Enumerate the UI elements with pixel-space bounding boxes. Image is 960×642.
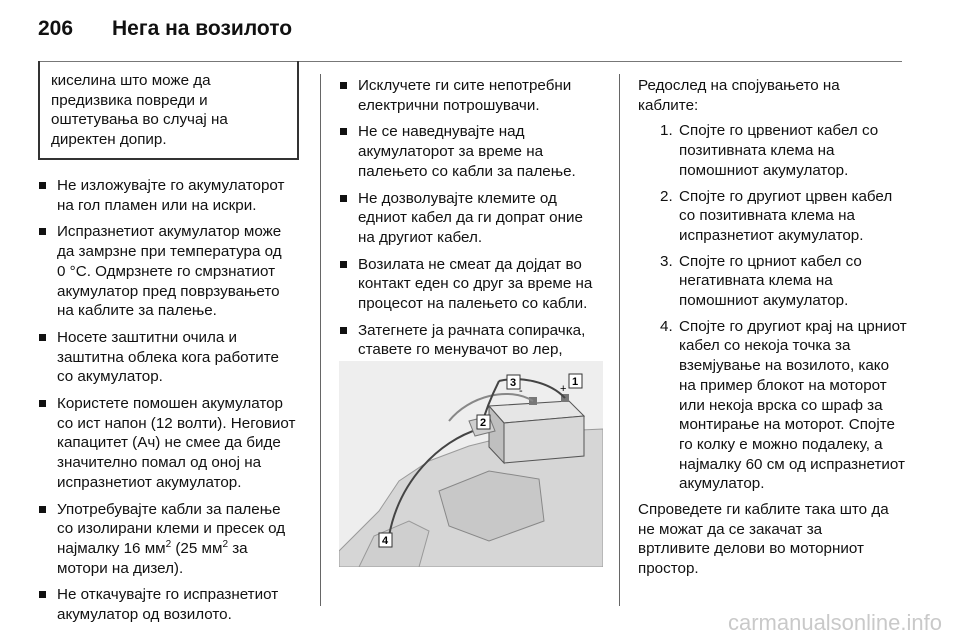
list-item-text: кабел со некоја точка за	[679, 337, 851, 355]
list-item-text: помошниот акумулатор.	[679, 161, 849, 179]
engine-bay-drawing	[339, 361, 603, 567]
warning-line: директен допир.	[51, 131, 167, 149]
list-item-text: Не се наведнувајте над	[358, 123, 525, 141]
list-item-text: Носете заштитни очила и	[57, 328, 238, 346]
warning-line: оштетувања во случај на	[51, 111, 228, 129]
bullet-square-icon	[39, 400, 46, 407]
paragraph-line: не можат да се закачат за	[638, 520, 823, 538]
list-item-text: значително помал од оној на	[57, 454, 262, 472]
list-item-text: Возилата не смеат да дојдат во	[358, 255, 582, 273]
paragraph-line: Спроведете ги каблите така што да	[638, 501, 889, 519]
list-item-text: акумулатор од возилото.	[57, 606, 232, 624]
column-divider-1	[320, 74, 321, 606]
text-fragment: за	[228, 539, 248, 557]
list-item-text: акумулатор пред поврзувањето	[57, 282, 280, 300]
list-item-text: палењето со кабли за палење.	[358, 162, 576, 180]
column-3	[638, 76, 908, 579]
list-item-text: со позитивната клема на	[679, 207, 855, 225]
list-item-text: најмалку 60 см од испразнетиот	[679, 455, 905, 473]
bullet-square-icon	[340, 327, 347, 334]
list-item	[339, 189, 609, 248]
list-item	[38, 585, 308, 624]
list-item-text: вземјување на возилото, како	[679, 357, 890, 375]
figure-callout-4: 4	[381, 535, 389, 547]
safety-bullet-list	[38, 176, 308, 625]
list-item-text: позитивната клема на	[679, 142, 835, 160]
list-item-text: Не изложувајте го акумулаторот	[57, 177, 285, 194]
list-item-text: монтирање на моторот. Спојте	[679, 416, 895, 434]
bullet-square-icon	[39, 591, 46, 598]
page-header	[0, 0, 960, 50]
figure-callout-3: 3	[509, 377, 517, 389]
list-item-text: Употребувајте кабли за палење	[57, 500, 281, 518]
list-item-text: со ист напон (12 волти). Неговиот	[57, 414, 296, 432]
list-item-text: Спојте го црниот кабел со	[679, 252, 862, 270]
list-item-text: Исклучете ги сите непотребни	[358, 77, 572, 94]
list-item-text: Спојте го црвениот кабел со	[679, 122, 879, 140]
list-item-text: помошниот акумулатор.	[679, 292, 849, 310]
warning-line: предизвика повреди и	[51, 91, 208, 109]
page-title: Нега на возилото	[112, 17, 293, 40]
list-item-text: акумулаторот за време на	[358, 143, 544, 161]
list-item-text: ставете го менувачот во лер,	[358, 341, 563, 359]
list-item-text: Затегнете ја рачната сопирачка,	[358, 321, 586, 339]
list-item-text: или некоја врска со шраф за	[679, 396, 883, 414]
bullet-square-icon	[340, 195, 347, 202]
figure-callout-1: 1	[571, 376, 579, 388]
list-item	[638, 187, 908, 246]
routing-paragraph	[638, 500, 908, 579]
list-item	[638, 317, 908, 494]
list-item-text: едниот кабел да ги допрат оние	[358, 209, 583, 227]
bullet-square-icon	[39, 228, 46, 235]
list-item-text: електрични потрошувачи.	[358, 96, 540, 114]
figure-minus-sign: -	[519, 385, 523, 397]
warning-line: киселина што може да	[51, 72, 211, 89]
paragraph-line: вртливите делови во моторниот	[638, 540, 864, 558]
bullet-square-icon	[340, 128, 347, 135]
list-item	[38, 176, 308, 215]
list-item	[339, 255, 609, 314]
text-fragment: (25 мм	[171, 539, 223, 557]
list-item-text: Испразнетиот акумулатор може	[57, 223, 282, 241]
step-number: 2.	[660, 187, 673, 205]
list-item-text: Не дозволувајте клемите од	[358, 189, 557, 207]
list-item	[638, 121, 908, 180]
bullet-square-icon	[340, 261, 347, 268]
figure-callout-2: 2	[479, 417, 487, 429]
list-item-text: 0 °C. Одмрзнете го смрзнатиот	[57, 262, 276, 280]
list-item-text: на гол пламен или на искри.	[57, 196, 257, 214]
list-item-text: негативната клема на	[679, 272, 833, 290]
paragraph-line: простор.	[638, 560, 699, 578]
step-number: 3.	[660, 252, 673, 270]
list-item-text: да замрзне при температура од	[57, 243, 282, 261]
jump-start-illustration	[339, 361, 603, 567]
list-item	[38, 222, 308, 321]
column-1	[38, 176, 308, 632]
connection-steps	[638, 121, 908, 494]
step-number: 4.	[660, 317, 673, 335]
list-item-text: процесот на палењето со кабли.	[358, 295, 588, 313]
list-item-text: капацитет (Ач) не смее да биде	[57, 434, 281, 452]
list-item-text: мотори на дизел).	[57, 559, 184, 577]
bullet-square-icon	[39, 182, 46, 189]
column-divider-2	[619, 74, 620, 606]
list-item-text: испразнетиот акумулатор.	[57, 473, 242, 491]
list-item	[38, 500, 308, 579]
list-item-text: со изолирани клеми и пресек од	[57, 520, 286, 538]
paragraph-line: каблите:	[638, 96, 699, 114]
figure-plus-sign: +	[560, 383, 567, 395]
list-item	[38, 328, 308, 387]
list-item	[638, 252, 908, 311]
column-2	[339, 76, 609, 387]
list-item-text: контакт еден со друг за време на	[358, 275, 593, 293]
page-number: 206	[38, 17, 74, 40]
watermark: carmanualsonline.info	[727, 610, 942, 635]
list-item	[339, 76, 609, 115]
list-item-text: Спојте го другиот црвен кабел	[679, 187, 893, 205]
list-item-text: испразнетиот акумулатор.	[679, 226, 864, 244]
step-number: 1.	[660, 122, 673, 140]
connection-intro	[638, 76, 908, 115]
list-item	[339, 122, 609, 181]
superscript: 2	[165, 538, 172, 550]
superscript: 2	[222, 538, 228, 550]
list-item-text: акумулатор.	[679, 475, 765, 493]
list-item-text: на пример блокот на моторот	[679, 376, 887, 394]
precaution-bullet-list	[339, 76, 609, 380]
bullet-square-icon	[39, 334, 46, 341]
list-item-text: на другиот кабел.	[358, 228, 483, 246]
list-item	[38, 394, 308, 493]
list-item-text: заштитна облека кога работите	[57, 348, 279, 366]
warning-box	[38, 61, 299, 160]
list-item-text	[57, 539, 308, 559]
paragraph-line: Редослед на спојувањето на	[638, 77, 840, 94]
list-item-text: го колку е можно подалеку, а	[679, 435, 883, 453]
list-item-text: со акумулатор.	[57, 368, 163, 386]
list-item-text: Спојте го другиот крај на црниот	[679, 317, 907, 335]
text-fragment: најмалку 16 мм	[57, 539, 166, 557]
bullet-square-icon	[340, 82, 347, 89]
list-item-text: Не откачувајте го испразнетиот	[57, 586, 279, 604]
bullet-square-icon	[39, 506, 46, 513]
list-item-text: Користете помошен акумулатор	[57, 395, 284, 413]
list-item-text: на каблите за палење.	[57, 302, 217, 320]
